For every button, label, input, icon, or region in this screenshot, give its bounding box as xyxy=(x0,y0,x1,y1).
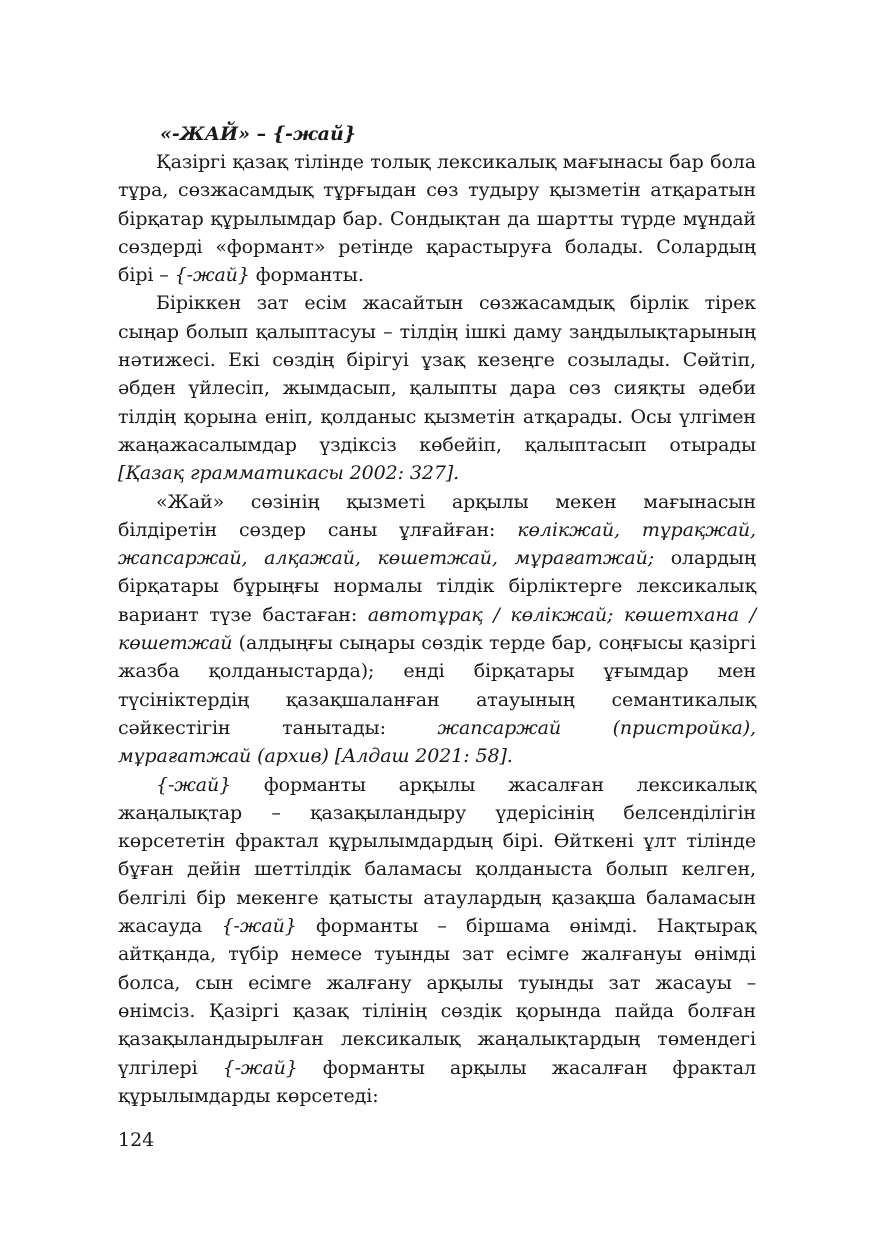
text-run: форманты арқылы жасалған лексикалық жаңалықтар – қазақыландыру үдерісінің белсенділігін көрсететін фрактал құрылымдардың бірі. Өйткені ұлт тілінде бұған дейін шеттілдік баламасы қолданыста болып келген, белгілі бір мекенге қатысты атаулардың қазақша баламасын жасауда xyxy=(118,773,756,938)
body-text xyxy=(118,120,756,1110)
text-run: форманты арқылы жасалған фрактал құрылымдарды көрсетеді: xyxy=(118,1056,756,1107)
text-run: форманты – біршама өнімді. Нақтырақ айтқанда, түбір немесе туынды зат есімге жалғануы өнімді болса, сын есімге жалғану арқылы туынды зат жасауы – өнімсіз. Қазіргі қазақ тілінің сөздік қорында пайда болған қазақыландырылған лексикалық жаңалықтардың төмендегі үлгілері xyxy=(118,915,756,1079)
text-run: Қазіргі қазақ тілінде толық лексикалық мағынасы бар бола тұра, сөзжасамдық тұрғыдан сөз тудыру қызметін атқаратын бірқатар құрылымдар бар. Сондықтан да шартты түрде мұндай сөздерді «формант» ретінде қарастыруға болады. Солардың бірі – xyxy=(118,151,756,287)
italic-run: {-жай} xyxy=(221,915,297,938)
paragraph xyxy=(118,289,756,487)
italic-run: жапсаржай (пристройка), мұрағатжай (архив) [Алдаш 2021: 58]. xyxy=(118,716,756,768)
text-run: «Жай» сөзінің қызметі арқылы мекен мағынасын білдіретін сөздер саны ұлғайған: xyxy=(118,490,756,541)
paragraph xyxy=(118,148,756,289)
text-run: Біріккен зат есім жасайтын сөзжасамдық бірлік тірек сыңар болып қалыптасуы – тілдің ішкі даму заңдылықтарының нәтижесі. Екі сөздің бірігуі ұзақ кезеңге созылады. Сөйтіп, әбден үйлесіп, жымдасып, қалыпты дара сөз сияқты әдеби тілдің қорына еніп, қолданыс қызметін атқарады. Осы үлгімен жаңажасалымдар үздіксіз көбейіп, қалыптасып отырады xyxy=(118,292,756,456)
text-run: форманты. xyxy=(249,264,364,287)
page-number: 124 xyxy=(118,1129,155,1151)
paragraph xyxy=(118,488,756,771)
heading-term: «-ЖАЙ» – xyxy=(160,123,273,145)
paragraphs xyxy=(118,148,756,1110)
paragraph xyxy=(118,771,756,1111)
italic-run: [Қазақ грамматикасы 2002: 327]. xyxy=(118,462,460,485)
text-run: (алдыңғы сыңары сөздік терде бар, соңғысы қазіргі жазба қолданыстарда); енді бірқатары ұғымдар мен түсініктердің қазақшаланған атауының семантикалық сәйкестігін танытады: xyxy=(118,632,756,739)
italic-run: {-жай} xyxy=(222,1056,298,1079)
section-heading xyxy=(160,120,756,148)
italic-run: көлікжай, тұрақжай, жапсаржай, алқажай, көшетжай, мұрағатжай; xyxy=(118,518,756,570)
italic-run: {-жай} xyxy=(156,773,232,796)
text-run: олардың бірқатары бұрыңғы нормалы тілдік бірліктерге лексикалық вариант түзе бастаған: xyxy=(118,547,756,626)
italic-run: {-жай} xyxy=(174,264,250,287)
heading-formant: {-жай} xyxy=(272,123,356,145)
italic-run: автотұрақ / көлікжай; көшетхана / көшетжай xyxy=(118,603,756,655)
